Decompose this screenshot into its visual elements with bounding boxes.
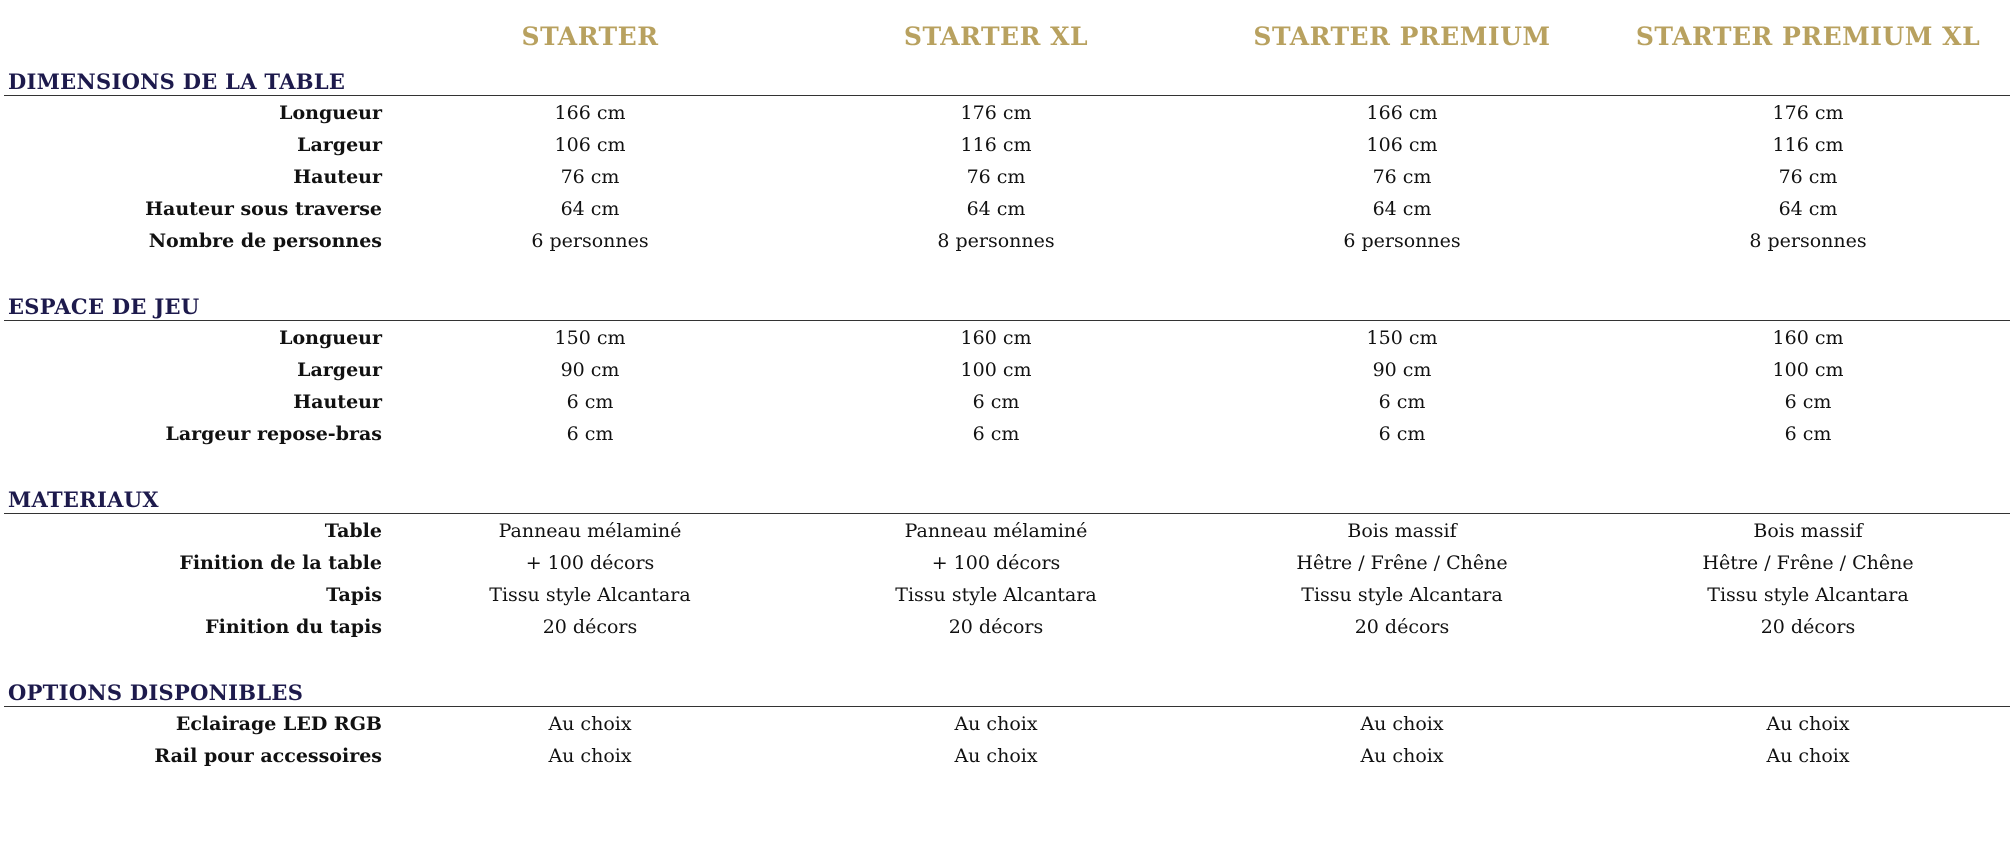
table-cell: 6 personnes (531, 230, 649, 252)
section-divider (4, 95, 2010, 96)
table-cell: 6 cm (1784, 391, 1832, 413)
table-row (0, 391, 2014, 423)
table-cell: Au choix (1360, 745, 1444, 767)
table-cell: 76 cm (560, 166, 620, 188)
row-label: Rail pour accessoires (154, 745, 382, 767)
table-cell: 6 cm (972, 423, 1020, 445)
column-header-starter: STARTER (521, 22, 659, 51)
table-cell: 106 cm (554, 134, 626, 156)
table-cell: + 100 décors (525, 552, 655, 574)
table-cell: 150 cm (554, 327, 626, 349)
table-cell: 20 décors (1760, 616, 1856, 638)
section-title: DIMENSIONS DE LA TABLE (8, 69, 346, 94)
table-cell: Tissu style Alcantara (895, 584, 1097, 606)
row-label: Hauteur sous traverse (145, 198, 382, 220)
table-cell: 176 cm (1772, 102, 1844, 124)
table-cell: 116 cm (1772, 134, 1844, 156)
table-row (0, 166, 2014, 198)
section-title: ESPACE DE JEU (8, 294, 200, 319)
table-cell: 64 cm (1372, 198, 1432, 220)
section-divider (4, 320, 2010, 321)
table-cell: Au choix (1360, 713, 1444, 735)
table-cell: 6 cm (566, 423, 614, 445)
table-cell: Au choix (954, 745, 1038, 767)
table-cell: + 100 décors (931, 552, 1061, 574)
row-label: Tapis (326, 584, 382, 606)
table-row (0, 616, 2014, 648)
table-row (0, 520, 2014, 552)
table-cell: 64 cm (1778, 198, 1838, 220)
table-row (0, 102, 2014, 134)
column-header-starter-xl: STARTER XL (903, 22, 1089, 51)
column-header-starter-premium: STARTER PREMIUM (1253, 22, 1551, 51)
table-cell: 8 personnes (937, 230, 1055, 252)
table-cell: Au choix (1766, 745, 1850, 767)
column-header-row (0, 22, 2014, 62)
table-cell: 76 cm (1372, 166, 1432, 188)
table-cell: 6 cm (1378, 391, 1426, 413)
table-cell: 64 cm (966, 198, 1026, 220)
table-cell: 100 cm (960, 359, 1032, 381)
table-cell: 20 décors (1354, 616, 1450, 638)
table-cell: 8 personnes (1749, 230, 1867, 252)
table-cell: Tissu style Alcantara (1707, 584, 1909, 606)
table-row (0, 713, 2014, 745)
table-cell: Au choix (548, 745, 632, 767)
row-label: Longueur (279, 327, 382, 349)
table-cell: 160 cm (960, 327, 1032, 349)
table-row (0, 584, 2014, 616)
row-label: Hauteur (293, 166, 382, 188)
row-label: Nombre de personnes (148, 230, 382, 252)
table-cell: 176 cm (960, 102, 1032, 124)
table-cell: 166 cm (1366, 102, 1438, 124)
table-cell: 76 cm (966, 166, 1026, 188)
table-cell: 6 personnes (1343, 230, 1461, 252)
row-label: Table (324, 520, 382, 542)
section-title: OPTIONS DISPONIBLES (8, 680, 304, 705)
row-label: Finition de la table (179, 552, 382, 574)
row-label: Longueur (279, 102, 382, 124)
table-cell: 100 cm (1772, 359, 1844, 381)
table-cell: 6 cm (1378, 423, 1426, 445)
table-cell: 106 cm (1366, 134, 1438, 156)
table-cell: 90 cm (1372, 359, 1432, 381)
table-cell: Au choix (1766, 713, 1850, 735)
table-cell: Hêtre / Frêne / Chêne (1296, 552, 1508, 574)
table-cell: 160 cm (1772, 327, 1844, 349)
table-row (0, 745, 2014, 777)
table-cell: Bois massif (1753, 520, 1863, 542)
table-cell: 64 cm (560, 198, 620, 220)
table-row (0, 230, 2014, 262)
table-cell: 6 cm (972, 391, 1020, 413)
table-cell: Hêtre / Frêne / Chêne (1702, 552, 1914, 574)
section-divider (4, 513, 2010, 514)
table-row (0, 423, 2014, 455)
table-cell: Panneau mélaminé (498, 520, 682, 542)
table-cell: 90 cm (560, 359, 620, 381)
row-label: Finition du tapis (205, 616, 382, 638)
table-row (0, 134, 2014, 166)
section-divider (4, 706, 2010, 707)
table-cell: 166 cm (554, 102, 626, 124)
section-title: MATERIAUX (8, 487, 159, 512)
table-cell: 116 cm (960, 134, 1032, 156)
column-header-starter-premium-xl: STARTER PREMIUM XL (1635, 22, 1981, 51)
table-cell: Panneau mélaminé (904, 520, 1088, 542)
table-cell: 20 décors (948, 616, 1044, 638)
row-label: Largeur (297, 134, 382, 156)
table-cell: 76 cm (1778, 166, 1838, 188)
table-cell: 150 cm (1366, 327, 1438, 349)
table-cell: Bois massif (1347, 520, 1457, 542)
table-cell: Au choix (548, 713, 632, 735)
table-row (0, 198, 2014, 230)
table-cell: Tissu style Alcantara (1301, 584, 1503, 606)
table-row (0, 327, 2014, 359)
table-cell: 20 décors (542, 616, 638, 638)
table-row (0, 359, 2014, 391)
row-label: Hauteur (293, 391, 382, 413)
row-label: Eclairage LED RGB (175, 713, 382, 735)
table-cell: 6 cm (566, 391, 614, 413)
table-cell: 6 cm (1784, 423, 1832, 445)
table-cell: Tissu style Alcantara (489, 584, 691, 606)
row-label: Largeur (297, 359, 382, 381)
table-row (0, 552, 2014, 584)
table-cell: Au choix (954, 713, 1038, 735)
row-label: Largeur repose-bras (165, 423, 382, 445)
